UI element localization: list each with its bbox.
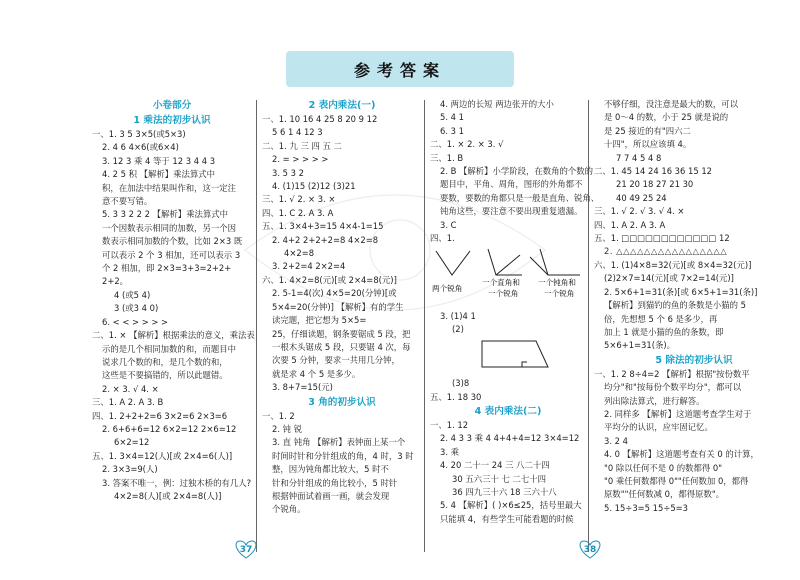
answer-line: 说求几个数的和，是几个数的和， [102, 356, 228, 367]
answer-line: 数表示相同加数的个数，比如 2×3 既 [102, 236, 243, 247]
answer-line: 2. 4 3 3 乘 4 4+4+4=12 3×4=12 [440, 433, 580, 444]
answer-line: 均分"和"按每份个数平均分"，都可以 [604, 382, 742, 393]
answer-line: 四、1. C 2. A 3. A [262, 207, 334, 218]
answer-line: 示的是几个相同加数的和，而题目中 [102, 343, 236, 354]
page-number-left: 37 [232, 538, 260, 560]
answer-line: 5. 3 3 2 2 2 【解析】乘法算式中 [102, 209, 228, 220]
answer-line: 3 (或3 4 0) [114, 303, 159, 314]
answer-line: 要数，要数的角都只是一般是直角、锐角、 [440, 192, 600, 203]
answer-line: 读完题，把它想为 5×5= [272, 315, 367, 326]
answer-line: 这些是不要搞错的，所以此题错。 [102, 370, 228, 381]
answer-line: 只能填 4，有些学生可能看题的时候 [440, 513, 574, 524]
answer-line: 2. 3×3=9(人) [102, 464, 158, 475]
answer-line: 4×2=8 [284, 248, 315, 259]
answer-line: 二、1. × 2. × 3. √ [430, 139, 504, 150]
column-divider [424, 100, 425, 552]
answer-line: 5. 4 1 [440, 112, 464, 123]
answer-line: 二、1. 九 三 四 五 二 [262, 140, 342, 151]
answer-line: 三、1. A 2. A 3. B [92, 397, 164, 408]
answer-line: 时间时针和分针组成的角，4 时，3 时 [272, 450, 414, 461]
answer-line: 40 49 25 24 [616, 192, 667, 203]
answer-line: 二、1. 45 14 24 16 36 15 12 [594, 166, 712, 177]
answer-line: 积，在加法中结果叫作和，这一定注 [102, 182, 236, 193]
section-heading: 2 表内乘法(一) [308, 100, 376, 111]
trapezoid-figure [430, 337, 586, 373]
answer-column-1 [92, 98, 255, 503]
answer-line: (2)2×7=14(元)[或 7×2=14(元)] [604, 273, 734, 284]
answer-line: 2. 6+6+6=12 6×2=12 2×6=12 [102, 423, 237, 434]
answer-line: 不够仔细，没注意是最大的数，可以 [604, 99, 738, 109]
section-heading: 1 乘法的初步认识 [133, 115, 211, 126]
answer-line: 五、1. 18 30 [430, 391, 482, 402]
answer-line: 3. 答案不唯一，例：过独木桥的有几人? [102, 477, 252, 488]
angle-label: 一个钝角和 [538, 278, 576, 288]
answer-line: 是 0～4 的数，小于 25 就是说的 [604, 112, 729, 123]
angle-label: 一个直角和 [482, 278, 520, 288]
answer-line: 三、1. √ 2. × 3. × [262, 194, 336, 205]
answer-line: 一根木头锯成 5 段，只要锯 4 次，每 [272, 341, 411, 352]
answer-line: 6×2=12 [114, 437, 150, 448]
answer-line: 【解析】到猫钓的鱼的条数是小猫的 5 [604, 300, 746, 311]
section-heading: 小卷部分 [152, 100, 192, 111]
answer-line: 4×2=8(人)[或 2×4=8(人)] [114, 490, 222, 501]
answer-line: 五、1. □□□□□□□□□□□□ 12 [594, 233, 730, 244]
answer-line: 意不要写错。 [102, 196, 153, 207]
answer-column-3 [430, 98, 600, 526]
answer-line: 2. B 【解析】小学阶段，在数角的个数的 [440, 166, 594, 177]
answer-line: 列出除法算式，进行解答。 [604, 395, 705, 406]
answer-line: 2. △△△△△△△△△△△△△△△△ [604, 246, 728, 257]
answer-line: 五、1. 3×4+3=15 4×4-1=15 [262, 221, 384, 232]
answer-line: 钝角这些，要注意不要出现重复遗漏。 [440, 206, 583, 217]
answer-line: 4. 两边的长短 两边张开的大小 [440, 99, 554, 109]
answer-line: (2) [452, 324, 464, 335]
answer-line: 4. 20 二十一 24 三 八二十四 [440, 460, 550, 471]
section-heading: 4 表内乘法(二) [474, 405, 542, 417]
section-heading: 3 角的初步认识 [308, 396, 376, 408]
answer-line: 加上 1 就是小猫的鱼的条数，即 [604, 326, 724, 337]
answer-line: 平均分的认识，应牢固记忆。 [604, 422, 713, 433]
answer-line: 4 (或5 4) [114, 289, 151, 300]
answer-line: 30 五六三十 七 二七十四 [452, 473, 547, 484]
answer-line: 一、1. 2 [262, 410, 295, 421]
answer-line: 3. 5 3 2 [272, 167, 304, 178]
answer-line: 3. (1)4 1 [440, 310, 476, 321]
answer-line: 2. 同样多 【解析】这道题考查学生对于 [604, 408, 752, 419]
answer-line: 36 四九三十六 18 三六十八 [452, 486, 557, 497]
answer-line: 5. 4 【解析】( )×6≤25，括号里最大 [440, 500, 582, 511]
answer-line: 四、1. [430, 233, 455, 244]
answer-line: 2. 5×6+1=31(条)[或 6×5+1=31(条)] [604, 286, 758, 297]
answer-line: 6. < < > > > > [102, 316, 169, 327]
answer-line: 原数""任何数减 0，都得原数"。 [604, 489, 725, 500]
answer-line: 4. (1)15 (2)12 (3)21 [272, 181, 356, 192]
angle-label: 一个锐角 [544, 289, 575, 299]
answer-line: 个 2 相加，即 2×3=3+3=2+2+ [102, 263, 232, 274]
answer-line: 2. 4+2 2+2+2=8 4×2=8 [272, 234, 379, 245]
column-divider [256, 100, 257, 552]
answer-line: 五、1. 3×4=12(人)[或 2×4=6(人)] [92, 450, 233, 461]
answer-line: 六、1. 4×2=8(元)[或 2×4=8(元)] [262, 274, 397, 285]
answer-line: 三、1. √ 2. √ 3. √ 4. × [594, 206, 685, 217]
answer-line: 一、1. 3 5 3×5(或5×3) [92, 129, 186, 139]
answer-line: 3. C [440, 219, 457, 230]
section-heading: 5 除法的初步认识 [655, 354, 733, 366]
answer-line: 6. 3 1 [440, 125, 464, 136]
angle-figures [430, 245, 586, 305]
answer-line: 十四"，所以应该填 4。 [604, 139, 692, 150]
page-title: 参考答案 [286, 51, 514, 87]
answer-column-4 [594, 98, 794, 515]
answer-line: 2. 钝 锐 [272, 423, 303, 434]
page-number-right: 38 [576, 538, 604, 560]
answer-line: 一、1. 12 [430, 419, 469, 430]
answer-line: 针和分针组成的角比较小，5 时针 [272, 477, 398, 488]
answer-line: 2. × 3. √ 4. × [102, 383, 159, 394]
answer-line: 一、1. 10 16 4 25 8 20 9 12 [262, 114, 378, 124]
answer-line: 2+2。 [102, 276, 129, 287]
answer-line: 四、1. A 2. A 3. A [594, 219, 666, 230]
answer-line: 二、1. × 【解析】根据乘法的意义，乘法表 [92, 330, 255, 341]
answer-line: 可以表示 2 个 3 相加，还可以表示 3 [102, 249, 241, 260]
two-acute-angle-figure [436, 251, 470, 275]
answer-line: 4. 2 5 积 【解析】乘法算式中 [102, 169, 216, 180]
answer-line: 一、1. 2 8÷4=2 【解析】根据"按份数平 [594, 368, 750, 379]
answer-line: 六、1. (1)4×8=32(元)[或 8×4=32(元)] [594, 259, 752, 270]
answer-line: 2. 4 6 4×6(或6×4) [102, 142, 179, 153]
answer-line: 21 20 18 27 21 30 [616, 179, 694, 190]
answer-line: 一个因数表示相同的加数，另一个因 [102, 222, 236, 233]
answer-line: 5. 15÷3=5 15÷5=3 [604, 502, 689, 513]
answer-line: 7 7 4 5 4 8 [616, 152, 662, 163]
answer-line: "0 除以任何不是 0 的数都得 0" [604, 462, 723, 473]
answer-line: 5×6+1=31(条)。 [604, 340, 675, 351]
answer-line: 倍，先想想 5 个 6 是多少，再 [604, 313, 718, 324]
answer-line: 三、1. B [430, 152, 464, 163]
answer-line: 四、1. 2+2+2=6 3×2=6 2×3=6 [92, 410, 228, 421]
answer-line: 3. 直 钝角 【解析】表钟面上某一个 [272, 437, 406, 448]
answer-line: 5×4=20(分钟)] 【解析】有的学生 [272, 301, 404, 312]
angle-label: 一个锐角 [488, 289, 519, 299]
answer-line: 3. 2+2=4 2×2=4 [272, 261, 346, 272]
answer-line: 2. 5-1=4(次) 4×5=20(分钟)[或 [272, 288, 397, 299]
answer-line: 就是求 4 个 5 是多少。 [272, 368, 361, 379]
answer-line: 个锐角。 [272, 504, 306, 515]
answer-line: 次要 5 分钟，要求一共用几分钟， [272, 355, 400, 366]
answer-line: 3. 2 4 [604, 435, 628, 446]
answer-line: "0 乘任何数都得 0""任何数加 0，都得 [604, 475, 749, 486]
answer-line: 根据钟面试着画一画，就会发现 [272, 490, 390, 501]
answer-line: 题目中，平角、周角，图形的外角都不 [440, 179, 583, 190]
right-and-acute-angle-figure [488, 249, 522, 275]
answer-line: 5 6 1 4 12 3 [272, 127, 323, 138]
answer-column-2 [262, 98, 422, 517]
answer-line: 3. 乘 [440, 446, 460, 457]
answer-line: 整，因为钝角都比较大，5 时不 [272, 464, 389, 475]
answer-line: 25，仔细读题，钢条要锯成 5 段，把 [272, 328, 411, 339]
answer-line: 3. 12 3 乘 4 等于 12 3 4 4 3 [102, 155, 216, 166]
answer-line: (3)8 [452, 378, 470, 389]
answer-line: 3. 8+7=15(元) [272, 382, 333, 393]
obtuse-and-acute-angle-figure [540, 249, 580, 275]
angle-label: 两个锐角 [432, 284, 463, 294]
answer-line: 4. 0 【解析】这道题考查有关 0 的计算， [604, 449, 759, 460]
answer-line: 是 25 接近的有"四六二 [604, 125, 691, 136]
answer-line: 2. = > > > > [272, 154, 329, 165]
